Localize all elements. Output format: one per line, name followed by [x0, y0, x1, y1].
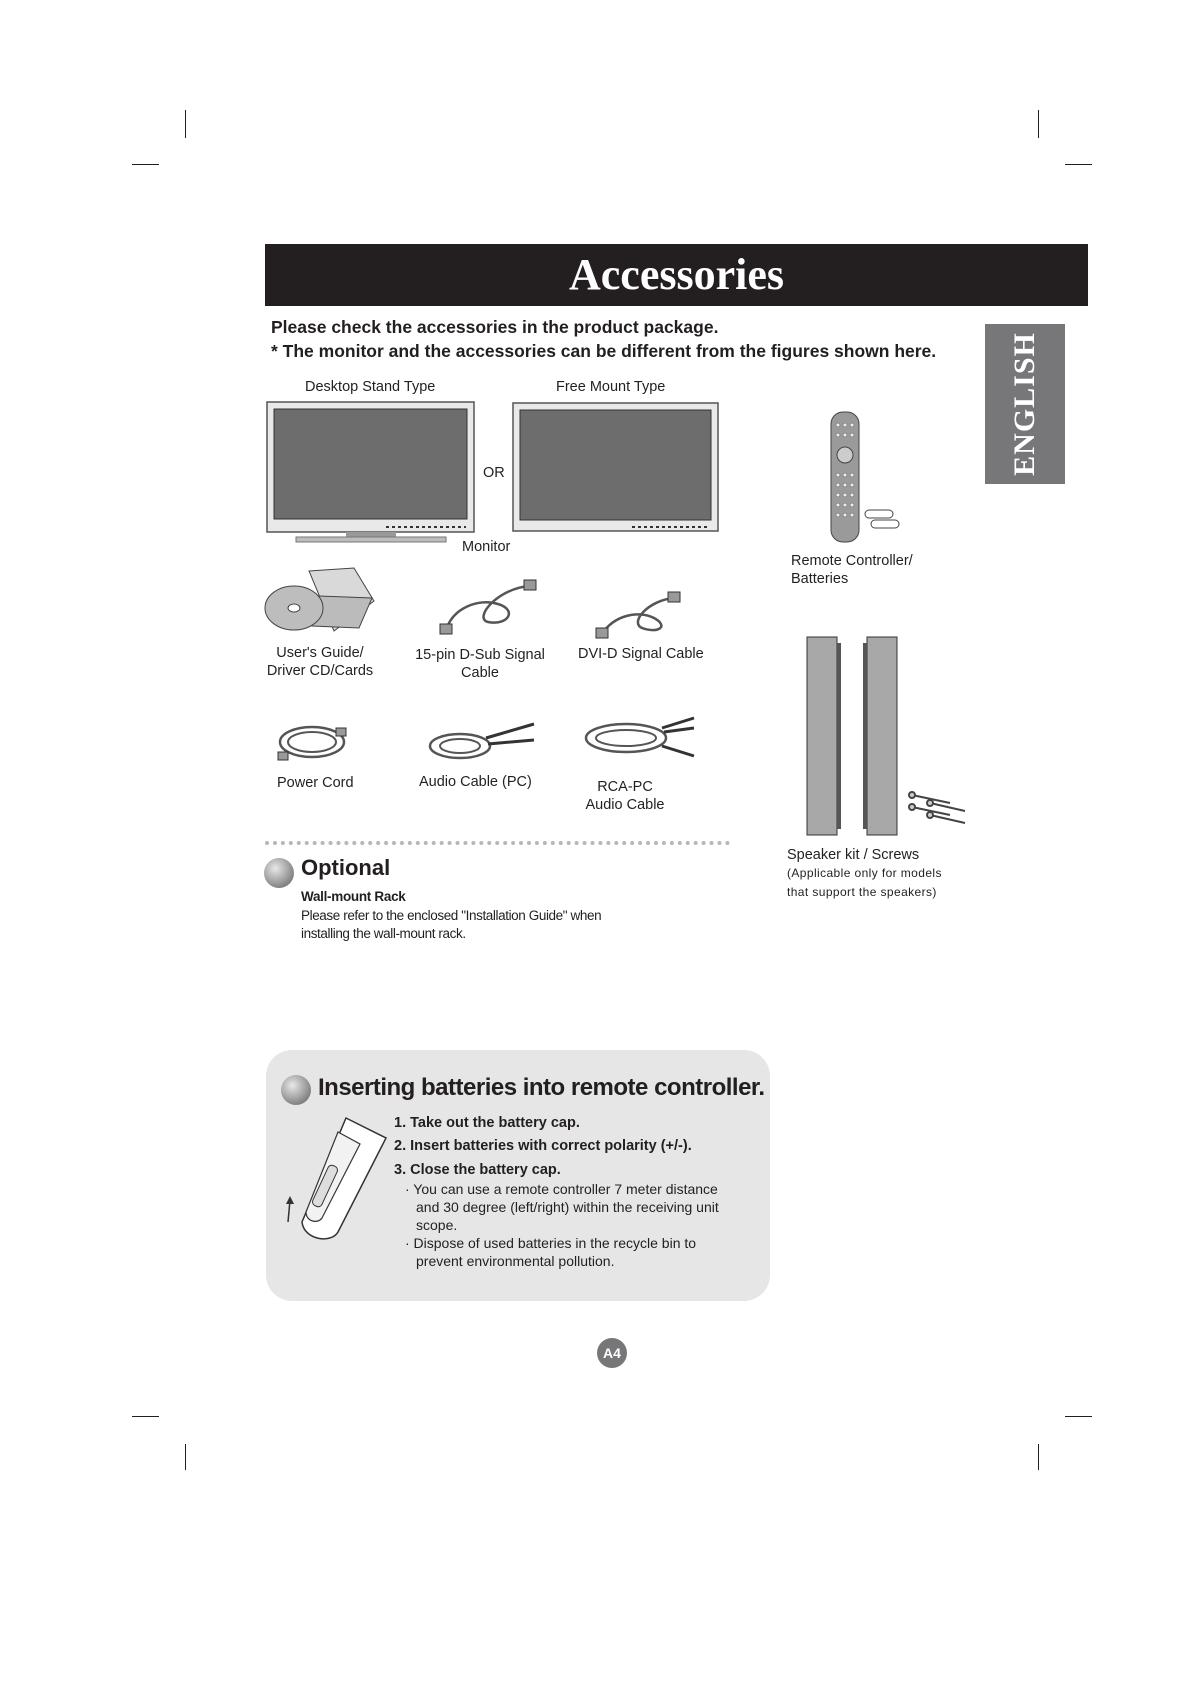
crop-mark [1065, 1416, 1092, 1417]
bullet-ball-icon [281, 1075, 311, 1105]
battery-note-1: · You can use a remote controller 7 meter distance and 30 degree (left/right) within the receiving unit scope. [405, 1181, 719, 1233]
page-number-badge: A4 [597, 1338, 627, 1368]
battery-step-2: 2. Insert batteries with correct polarity (+/-). [394, 1138, 692, 1154]
language-tab-label: ENGLISH [1008, 332, 1041, 476]
crop-mark [185, 1444, 186, 1470]
section-divider [265, 841, 730, 845]
crop-mark [1065, 164, 1092, 165]
optional-item: Wall-mount Rack [301, 889, 406, 904]
speaker-kit-label: Speaker kit / Screws (Applicable only for models that support the speakers) [787, 847, 942, 899]
free-mount-label: Free Mount Type [556, 379, 666, 395]
audio-cable-label: Audio Cable (PC) [419, 774, 532, 790]
speaker-kit-illustration [800, 635, 970, 837]
audio-cable-illustration [426, 718, 540, 762]
dvi-cable-illustration [594, 590, 684, 642]
battery-step-1: 1. Take out the battery cap. [394, 1115, 580, 1131]
battery-title: Inserting batteries into remote controller. [318, 1074, 765, 1101]
optional-title: Optional [301, 855, 391, 880]
desktop-stand-label: Desktop Stand Type [305, 379, 436, 395]
crop-mark [132, 164, 159, 165]
title-bar [265, 244, 1088, 306]
language-tab [985, 324, 1065, 484]
monitor-caption: Monitor [462, 539, 511, 555]
intro-line-1: Please check the accessories in the product package. [271, 317, 719, 337]
battery-note-2: · Dispose of used batteries in the recycle bin to prevent environmental pollution. [405, 1235, 697, 1269]
rca-cable-label: RCA-PC Audio Cable [585, 779, 665, 813]
users-guide-label: User's Guide/ Driver CD/Cards [266, 645, 374, 679]
intro-text [271, 315, 936, 363]
or-label: OR [483, 465, 505, 481]
dsub-cable-label: 15-pin D-Sub Signal Cable [415, 647, 545, 681]
crop-mark [132, 1416, 159, 1417]
remote-controller-illustration [825, 410, 910, 545]
rca-cable-illustration [582, 714, 702, 760]
dsub-cable-illustration [438, 578, 538, 638]
bullet-ball-icon [264, 858, 294, 888]
dvi-cable-label: DVI-D Signal Cable [578, 646, 704, 662]
remote-label: Remote Controller/ Batteries [791, 553, 913, 587]
battery-step-3: 3. Close the battery cap. [394, 1162, 561, 1178]
intro-line-2: * The monitor and the accessories can be different from the figures shown here. [271, 341, 937, 361]
users-guide-illustration [264, 566, 376, 636]
crop-mark [1038, 110, 1039, 138]
power-cord-illustration [276, 720, 351, 764]
crop-mark [185, 110, 186, 138]
monitor-freemount-illustration [512, 402, 720, 534]
optional-text: Please refer to the enclosed "Installation Guide" when installing the wall-mount rack. [301, 908, 602, 941]
page-title: Accessories [568, 250, 784, 299]
remote-battery-illustration [276, 1114, 394, 1244]
crop-mark [1038, 1444, 1039, 1470]
monitor-desktop-illustration [266, 400, 476, 545]
power-cord-label: Power Cord [277, 775, 354, 791]
